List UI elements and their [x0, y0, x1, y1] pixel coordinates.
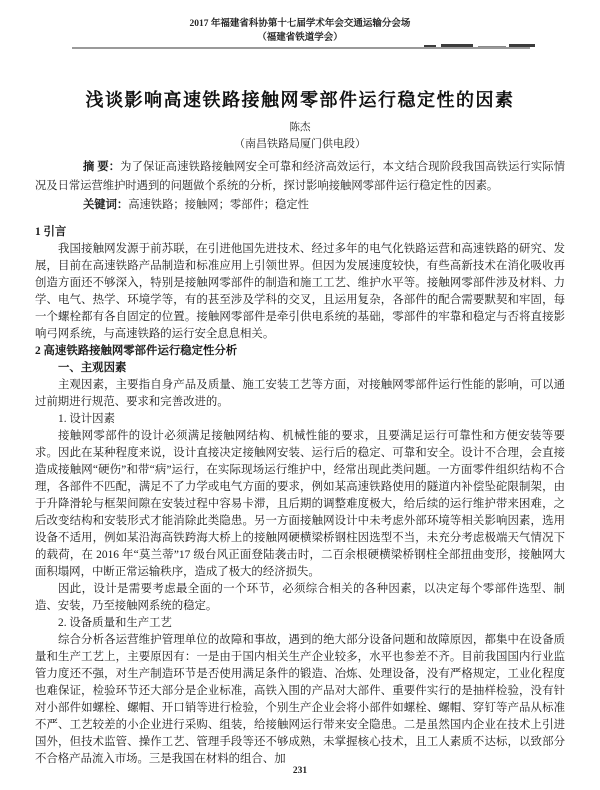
- keywords-line: [35, 196, 565, 215]
- scan-artifact: [509, 44, 535, 47]
- scan-artifact: [478, 46, 506, 47]
- subsubsection-heading-design: 1. 设计因素: [58, 413, 115, 425]
- conference-header-line2: （福建省铁道学会）: [257, 32, 343, 43]
- paragraph-design-factors: 接触网零部件的设计必须满足接触网结构、机械性能的要求，且要满足运行可靠性和方便安装等要求。因此在某种程度来说，设计直接决定接触网安装、运行后的稳定、可靠和安全。设计不合理，会直接造成接触网“硬伤”和带“病”运行，在实际现场运行维护中，经常出现此类问题。一方面零件组织结构不合理，各部件不匹配，满足不了力学或电气方面的要求，例如某高速铁路使用的隧道内补偿坠砣限制架，由于升降滑轮与框架间隙在安装过程中容易卡滞，且后期的调整难度极大，给后续的运行维护带来困难，之后改变结构和安装形式才能消除此类隐患。另一方面接触网设计中未考虑外部环境等相关影响因素，选用设备不适用，例如某沿海高铁跨海大桥上的接触网硬横梁桥钢柱因选型不当，未充分考虑极端天气情况下的载荷，在 2016 年“莫兰蒂”17 级台风正面登陆袭击时，二百余根硬横梁桥钢柱全部扭曲变形，接触网大面积塌网，中断正常运输秩序，造成了极大的经济损失。: [35, 430, 565, 578]
- scan-artifact: [441, 44, 473, 47]
- paper-title: 浅谈影响高速铁路接触网零部件运行稳定性的因素: [85, 90, 515, 110]
- keywords-label: 关键词：: [83, 199, 129, 211]
- paragraph-subjective: 主观因素，主要指自身产品及质量、施工安装工艺等方面，对接触网零部件运行性能的影响，可以通过前期进行规范、要求和完善改进的。: [35, 379, 565, 408]
- scan-artifact: [424, 45, 436, 47]
- paragraph-intro: 我国接触网发源于前苏联，在引进他国先进技术、经过多年的电气化铁路运营和高速铁路的研究、发展，目前在高速铁路产品制造和标准应用上引领世界。但因为发展速度较快，有些高新技术在消化吸收再创造方面还不够深入，特别是接触网零部件的制造和施工工艺、维护水平等。接触网零部件涉及材料、力学、电气、热学、环境学等，有的甚至涉及学科的交叉，且运用复杂，各部件的配合需要默契和牢固，每一个螺栓都有各自固定的位置。接触网零部件是牵引供电系统的基础，零部件的牢靠和稳定与否将直接影响弓网系统，与高速铁路的运行安全息息相关。: [35, 243, 565, 340]
- paper-body: [35, 158, 565, 768]
- conference-header: [0, 18, 600, 45]
- subsection-heading-subjective: 一、主观因素: [58, 362, 127, 374]
- paper-content: [35, 224, 565, 768]
- keywords-text: 高速铁路；接触网；零部件；稳定性: [128, 199, 309, 211]
- abstract-text: 为了保证高速铁路接触网安全可靠和经济高效运行，本文结合现阶段我国高铁运行实际情况及日常运营维护时遇到的问题做个系统的分析，探讨影响接触网零部件运行稳定性的因素。: [35, 161, 565, 192]
- header-divider: [72, 47, 530, 49]
- paragraph-design-conclusion: 因此，设计是需要考虑最全面的一个环节，必须综合相关的各种因素，以决定每个零部件选型、制造、安装，乃至接触网系统的稳定。: [35, 583, 565, 612]
- page-number: 231: [292, 766, 308, 776]
- section-heading-1-intro: 1 引言: [35, 226, 67, 238]
- conference-header-line1: 2017 年福建省科协第十七届学术年会交通运输分会场: [189, 19, 411, 29]
- subsubsection-heading-quality: 2. 设备质量和生产工艺: [58, 617, 172, 629]
- abstract-paragraph: [35, 158, 565, 196]
- paragraph-quality-process: 综合分析各运营维护管理单位的故障和事故，遇到的绝大部分设备问题和故障原因，都集中在设备质量和生产工艺上，主要原因有：一是由于国内相关生产企业较多，水平也参差不齐。目前我国国内行业监管力度还不强，对生产制造环节是否使用满足条件的锻造、冶炼、处理设备，没有严格规定，工业化程度也难保证，检验环节还大部分是企业标准，高铁入围的产品对大部件、重要件实行的是抽样检验，没有针对小部件如螺栓、螺帽、开口销等进行检验，个别生产企业会将小部件如螺栓、螺帽、穿钉等产品从标准不严、工艺较差的小企业进行采购、组装，给接触网运行带来安全隐患。二是虽然国内企业在技术上引进国外，但技术监管、操作工艺、管理手段等还不够成熟，未掌握核心技术，且工人素质不达标，以致部分不合格产品流入市场。三是我国在材料的组合、加: [35, 634, 565, 765]
- author-affiliation: （南昌铁路局厦门供电段）: [234, 138, 366, 150]
- author-name: 陈杰: [289, 122, 311, 133]
- abstract-label: 摘 要：: [83, 161, 121, 173]
- section-heading-2-analysis: 2 高速铁路接触网零部件运行稳定性分析: [35, 345, 238, 357]
